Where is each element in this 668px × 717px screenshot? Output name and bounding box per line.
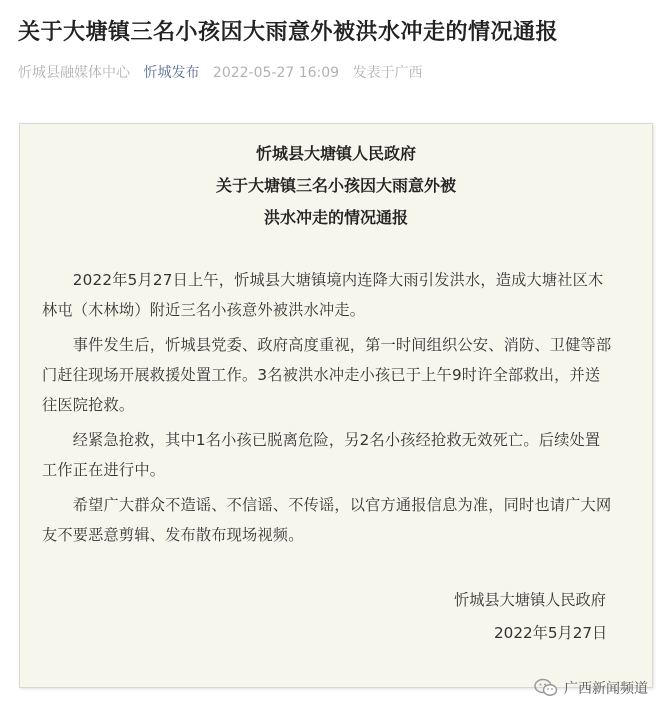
watermark-text: 广西新闻频道 xyxy=(564,681,648,697)
notice-heading-line: 忻城县大塘镇人民政府 xyxy=(255,144,416,163)
paragraph-line: 事件发生后，忻城县党委、政府高度重视，第一时间组织公安、消防、卫健等部 xyxy=(42,336,612,354)
paragraph-line: 2022年5月27日上午，忻城县大塘镇境内连降大雨引发洪水，造成大塘社区木 xyxy=(42,271,604,289)
notice-paragraph xyxy=(42,330,648,420)
notice-date: 2022年5月27日 xyxy=(494,624,608,642)
notice-signature: 忻城县大塘镇人民政府 xyxy=(454,591,606,609)
paragraph-line: 希望广大群众不造谣、不信谣、不传谣，以官方通报信息为准，同时也请广大网 xyxy=(42,496,612,514)
notice-image xyxy=(19,123,653,688)
paragraph-line: 友不要恶意剪辑、发布散布现场视频。 xyxy=(42,526,304,544)
article-title: 关于大塘镇三名小孩因大雨意外被洪水冲走的情况通报 xyxy=(18,20,559,45)
notice-heading-line: 洪水冲走的情况通报 xyxy=(263,208,408,227)
paragraph-line: 林屯（木林坳）附近三名小孩意外被洪水冲走。 xyxy=(42,301,366,319)
notice-heading-line: 关于大塘镇三名小孩因大雨意外被 xyxy=(215,176,456,195)
notice-paragraph xyxy=(42,425,648,485)
paragraph-line: 门赶往现场开展救援处置工作。3名被洪水冲走小孩已于上午9时许全部救出，并送 xyxy=(42,366,601,384)
publish-location: 发表于广西 xyxy=(352,65,423,81)
watermark xyxy=(534,676,648,700)
paragraph-line: 经紧急抢救，其中1名小孩已脱离危险，另2名小孩经抢救无效死亡。后续处置 xyxy=(42,431,601,449)
article-meta xyxy=(18,61,432,85)
paragraph-line: 往医院抢救。 xyxy=(42,396,135,414)
source-name: 忻城县融媒体中心 xyxy=(18,65,130,81)
notice-paragraph xyxy=(42,490,648,550)
paragraph-line: 工作正在进行中。 xyxy=(42,461,166,479)
wechat-icon xyxy=(534,678,558,698)
account-link[interactable]: 忻城发布 xyxy=(143,65,200,81)
publish-datetime: 2022-05-27 16:09 xyxy=(212,65,340,81)
notice-paragraph xyxy=(42,265,648,325)
